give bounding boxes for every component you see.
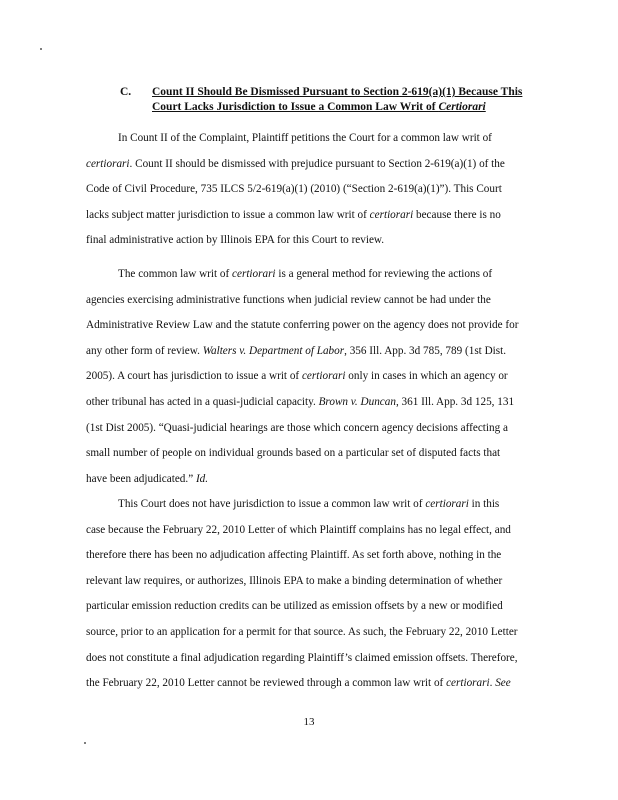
body-text-run: . Count II should be dismissed with prejudice pursuant to Section 2-619(a)(1) of the	[129, 157, 505, 170]
body-text-run: in this	[468, 498, 500, 510]
body-text-run: does not constitute a final adjudication regarding Plaintiff’s claimed emission offsets. Therefore,	[86, 651, 518, 664]
paragraph-1-line	[86, 157, 532, 171]
body-text-run: because there is no	[413, 208, 501, 221]
italic-text: certiorari	[425, 498, 469, 510]
paragraph-3-line	[86, 574, 532, 588]
paragraph-3-line	[86, 523, 532, 537]
paragraph-2-line	[86, 446, 532, 460]
body-text-run: other tribunal has acted in a quasi-judicial capacity.	[86, 396, 319, 408]
section-letter: C.	[120, 86, 132, 98]
body-text-run: This Court does not have jurisdiction to issue a common law writ of	[118, 498, 426, 510]
paragraph-2-line	[86, 421, 532, 435]
body-text-run: lacks subject matter jurisdiction to issue a common law writ of	[86, 208, 370, 221]
body-text-run: final administrative action by Illinois EPA for this Court to review.	[86, 234, 385, 247]
body-text-run: source, prior to an application for a permit for that source. As such, the February 22, 2010 Letter	[86, 626, 518, 638]
body-text-run: 2005). A court has jurisdiction to issue a writ of	[86, 370, 302, 383]
body-text-run: Administrative Review Law and the statute conferring power on the agency does not provide for	[86, 319, 519, 332]
body-text-run: , 356 Ill. App. 3d 785, 789 (1st Dist.	[344, 344, 507, 357]
italic-text: Id.	[195, 472, 209, 485]
section-title-text: Court Lacks Jurisdiction to Issue a Common Law Writ of	[152, 101, 439, 113]
body-text-run: agencies exercising administrative functions when judicial review cannot be had under the	[86, 293, 491, 306]
section-title-line-1: Count II Should Be Dismissed Pursuant to Section 2-619(a)(1) Because This	[152, 86, 523, 98]
italic-text: certiorari	[232, 268, 276, 280]
paragraph-3-line	[118, 497, 532, 511]
body-text-run: In Count II of the Complaint, Plaintiff petitions the Court for a common law writ of	[118, 132, 492, 144]
paragraph-1-line	[86, 208, 532, 222]
body-text-run: particular emission reduction credits can be utilized as emission offsets by a new or modified	[86, 600, 503, 613]
italic-text: Brown v. Duncan	[318, 396, 396, 408]
italic-text: certiorari	[301, 370, 346, 383]
paragraph-1-line	[86, 233, 532, 247]
body-text-run: (1st Dist 2005). “Quasi-judicial hearings are those which concern agency decisions affecting a	[86, 421, 508, 434]
italic-text: certiorari	[86, 157, 130, 170]
paragraph-2-line	[118, 267, 532, 281]
scan-speck	[84, 742, 86, 744]
body-text-run: .	[489, 677, 496, 690]
paragraph-2-line	[86, 318, 532, 332]
paragraph-3-line	[86, 625, 532, 639]
section-title	[152, 85, 537, 115]
paragraph-2-line	[86, 344, 532, 358]
section-title-italic: Certiorari	[438, 101, 486, 113]
paragraph-1-line	[86, 182, 532, 196]
body-text-run: case because the February 22, 2010 Letter of which Plaintiff complains has no legal effect, and	[86, 523, 511, 536]
italic-text: certiorari	[446, 677, 490, 690]
italic-text: See	[495, 677, 511, 690]
section-title-line-2	[152, 100, 537, 115]
paragraph-2-line	[86, 395, 532, 409]
scan-speck	[40, 48, 42, 50]
body-text-run: The common law writ of	[118, 268, 233, 280]
paragraph-3-line	[86, 676, 532, 690]
italic-text: certiorari	[369, 208, 414, 221]
body-text-run: have been adjudicated.”	[86, 472, 196, 485]
paragraph-3-line	[86, 651, 532, 665]
paragraph-2-line	[86, 369, 532, 383]
body-text-run: Code of Civil Procedure, 735 ILCS 5/2-619(a)(1) (2010) (“Section 2-619(a)(1)”). This Court	[86, 183, 502, 196]
body-text-run: small number of people on individual grounds based on a particular set of disputed facts that	[86, 447, 501, 460]
page-number: 13	[303, 716, 315, 728]
italic-text: Walters v. Department of Labor	[202, 344, 345, 357]
body-text-run: any other form of review.	[86, 344, 203, 357]
paragraph-3-line	[86, 548, 532, 562]
body-text-run: therefore there has been no adjudication affecting Plaintiff. As set forth above, nothing in the	[86, 549, 502, 562]
paragraph-1-line	[118, 131, 532, 145]
paragraph-2-line	[86, 293, 532, 307]
body-text-run: is a general method for reviewing the actions of	[275, 268, 493, 280]
body-text-run: only in cases in which an agency or	[345, 370, 508, 383]
paragraph-3-line	[86, 599, 532, 613]
body-text-run: relevant law requires, or authorizes, Illinois EPA to make a binding determination of whether	[86, 574, 503, 587]
body-text-run: the February 22, 2010 Letter cannot be reviewed through a common law writ of	[86, 677, 447, 690]
body-text-run: , 361 Ill. App. 3d 125, 131	[395, 396, 515, 408]
paragraph-2-line	[86, 472, 532, 486]
